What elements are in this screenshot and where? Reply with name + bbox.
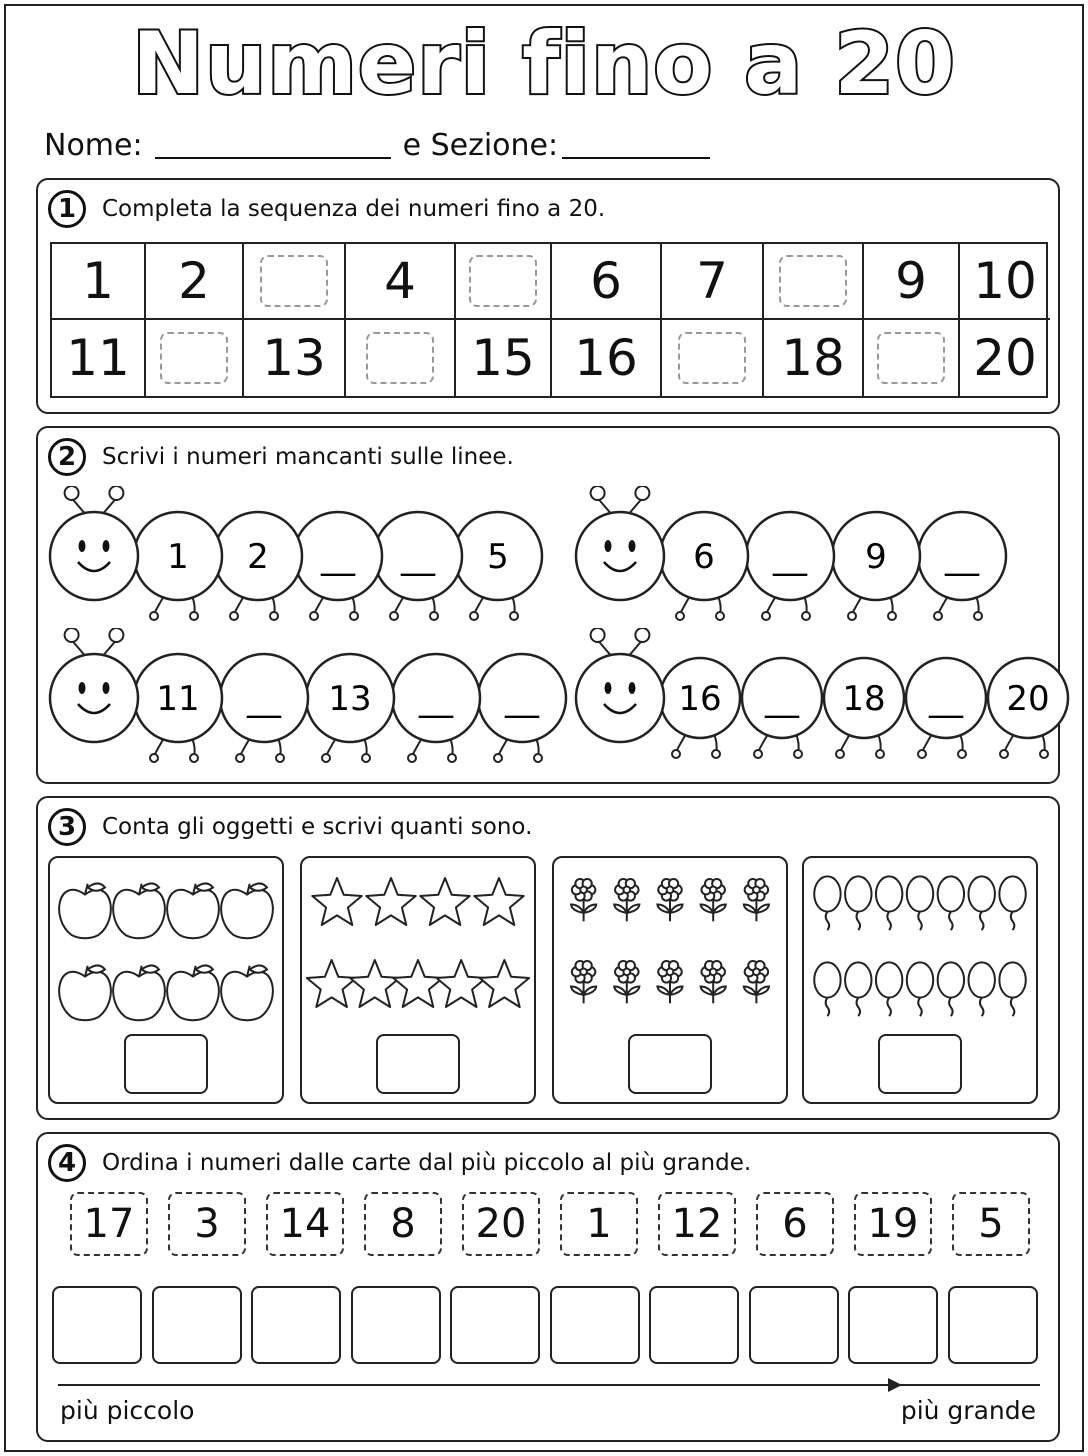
counting-box <box>48 856 284 1104</box>
caterpillar-segment <box>214 512 302 620</box>
order-answer-box[interactable] <box>948 1286 1038 1364</box>
count-answer-box[interactable] <box>376 1034 460 1094</box>
star-icon <box>312 878 361 925</box>
flower-icon <box>571 879 596 921</box>
order-answer-box[interactable] <box>251 1286 341 1364</box>
dashed-answer-box[interactable] <box>469 255 537 307</box>
apple-icon <box>113 965 165 1020</box>
name-field[interactable] <box>155 131 391 159</box>
apple-icon <box>167 883 219 938</box>
apple-icon <box>221 883 273 938</box>
exercise-number: 3 <box>48 808 86 846</box>
exercise-2 <box>36 426 1060 784</box>
flower-icon <box>744 879 769 921</box>
exercise-number: 1 <box>48 190 86 228</box>
apple-icon <box>113 883 165 938</box>
balloon-icon <box>999 876 1025 930</box>
caterpillar-segment[interactable] <box>742 658 822 758</box>
segment-number: 2 <box>247 537 269 577</box>
name-label: Nome: <box>44 128 143 163</box>
flower-icon <box>657 961 682 1003</box>
segment-number: __ <box>401 537 435 577</box>
smallest-label: più piccolo <box>60 1396 195 1425</box>
apple-icon <box>59 965 111 1020</box>
star-icon <box>393 960 442 1007</box>
star-icon <box>350 960 399 1007</box>
flower-icon <box>614 879 639 921</box>
apple-icon <box>167 965 219 1020</box>
flower-icon <box>701 879 726 921</box>
number-card: 3 <box>168 1192 246 1256</box>
number-cell: 11 <box>52 320 146 396</box>
order-answer-box[interactable] <box>152 1286 242 1364</box>
name-row <box>44 128 722 163</box>
blank-cell[interactable] <box>346 320 456 396</box>
order-arrow-tail <box>890 1384 1040 1386</box>
largest-label: più grande <box>900 1396 1036 1425</box>
caterpillar-segment <box>134 654 222 762</box>
segment-number: __ <box>929 679 963 719</box>
segment-number: __ <box>419 679 453 719</box>
caterpillar-head <box>50 486 138 600</box>
counting-box <box>802 856 1038 1104</box>
caterpillar-segment <box>824 658 904 758</box>
counting-box <box>300 856 536 1104</box>
segment-number: 11 <box>156 679 200 719</box>
balloon-icon <box>845 962 871 1016</box>
star-icon <box>420 878 469 925</box>
flower-icon <box>744 961 769 1003</box>
number-cell: 15 <box>456 320 552 396</box>
flower-icon <box>657 879 682 921</box>
section-label: e Sezione: <box>402 128 559 163</box>
caterpillar-segment[interactable] <box>220 654 308 762</box>
number-cell: 20 <box>973 329 1037 387</box>
number-sequence-grid <box>50 242 1048 398</box>
balloon-icon <box>814 962 840 1016</box>
blank-cell[interactable] <box>662 320 764 396</box>
segment-number: 1 <box>167 537 189 577</box>
flower-icon <box>571 961 596 1003</box>
star-icon <box>474 878 523 925</box>
order-answer-box[interactable] <box>749 1286 839 1364</box>
number-cell: 18 <box>764 320 864 396</box>
exercise-instruction: Conta gli oggetti e scrivi quanti sono. <box>102 814 533 840</box>
number-cell: 9 <box>864 244 960 320</box>
exercise-instruction: Completa la sequenza dei numeri fino a 20. <box>102 196 606 222</box>
caterpillar-segment <box>660 658 740 758</box>
caterpillar-segment[interactable] <box>392 654 480 762</box>
segment-number: __ <box>945 537 979 577</box>
blank-cell[interactable] <box>146 320 244 396</box>
caterpillar-head <box>576 486 664 600</box>
order-answer-box[interactable] <box>649 1286 739 1364</box>
dashed-answer-box[interactable] <box>779 255 847 307</box>
number-cell: 13 <box>244 320 346 396</box>
balloon-icon <box>876 962 902 1016</box>
number-cell: 6 <box>552 244 662 320</box>
count-answer-box[interactable] <box>878 1034 962 1094</box>
caterpillar-segment[interactable] <box>374 512 462 620</box>
dashed-answer-box[interactable] <box>366 332 434 384</box>
caterpillar-segment[interactable] <box>906 658 986 758</box>
caterpillar <box>48 486 556 636</box>
star-icon <box>307 960 356 1007</box>
segment-number: 20 <box>1006 679 1050 719</box>
number-cell: 4 <box>346 244 456 320</box>
balloon-icon <box>814 876 840 930</box>
caterpillar <box>48 628 586 778</box>
number-card: 17 <box>70 1192 148 1256</box>
order-answer-box[interactable] <box>848 1286 938 1364</box>
answer-boxes <box>52 1286 1038 1364</box>
caterpillar-segment <box>454 512 542 620</box>
number-card: 14 <box>266 1192 344 1256</box>
caterpillar-head <box>576 628 664 742</box>
number-cell: 16 <box>552 320 662 396</box>
number-cell: 2 <box>146 244 244 320</box>
exercise-number: 2 <box>48 438 86 476</box>
count-answer-box[interactable] <box>124 1034 208 1094</box>
exercise-number: 4 <box>48 1144 86 1182</box>
exercise-instruction: Scrivi i numeri mancanti sulle linee. <box>102 444 514 470</box>
dashed-answer-box[interactable] <box>678 332 746 384</box>
count-answer-box[interactable] <box>628 1034 712 1094</box>
section-field[interactable] <box>562 131 710 159</box>
balloon-icon <box>938 962 964 1016</box>
flower-icon <box>701 961 726 1003</box>
caterpillar-segment <box>832 512 920 620</box>
blank-cell[interactable] <box>764 244 864 320</box>
balloon-icon <box>938 876 964 930</box>
segment-number: 16 <box>678 679 722 719</box>
number-card: 20 <box>462 1192 540 1256</box>
number-cards <box>70 1192 1030 1256</box>
order-answer-box[interactable] <box>550 1286 640 1364</box>
flower-icon <box>614 961 639 1003</box>
caterpillar-segment[interactable] <box>918 512 1006 620</box>
exercise-3 <box>36 796 1060 1120</box>
segment-number: __ <box>765 679 799 719</box>
segment-number: __ <box>247 679 281 719</box>
apple-icon <box>221 965 273 1020</box>
segment-number: 18 <box>842 679 886 719</box>
blank-cell[interactable] <box>244 244 346 320</box>
number-cell: 7 <box>662 244 764 320</box>
exercise-4 <box>36 1132 1060 1442</box>
number-card: 19 <box>854 1192 932 1256</box>
caterpillar-segment <box>306 654 394 762</box>
number-card: 6 <box>756 1192 834 1256</box>
segment-number: 6 <box>693 537 715 577</box>
number-card: 1 <box>560 1192 638 1256</box>
apple-icon <box>59 883 111 938</box>
caterpillar-segment[interactable] <box>746 512 834 620</box>
caterpillar-segment <box>134 512 222 620</box>
balloon-icon <box>907 962 933 1016</box>
number-card: 12 <box>658 1192 736 1256</box>
caterpillar-segment <box>988 658 1068 758</box>
blank-cell[interactable] <box>864 320 960 396</box>
counting-box <box>552 856 788 1104</box>
order-answer-box[interactable] <box>450 1286 540 1364</box>
dashed-answer-box[interactable] <box>877 332 945 384</box>
caterpillar-head <box>50 628 138 742</box>
caterpillar <box>574 628 1088 778</box>
segment-number: 13 <box>328 679 372 719</box>
order-arrow <box>58 1384 898 1386</box>
exercise-1 <box>36 178 1060 414</box>
star-icon <box>366 878 415 925</box>
balloon-icon <box>969 876 995 930</box>
number-cell: 1 <box>52 244 146 320</box>
balloon-icon <box>876 876 902 930</box>
balloon-icon <box>907 876 933 930</box>
caterpillar-segment <box>660 512 748 620</box>
caterpillar-segment[interactable] <box>478 654 566 762</box>
page-title: Numeri fino a 20 <box>132 14 956 114</box>
segment-number: 9 <box>865 537 887 577</box>
order-answer-box[interactable] <box>351 1286 441 1364</box>
number-card: 5 <box>952 1192 1030 1256</box>
caterpillar <box>574 486 1026 636</box>
balloon-icon <box>969 962 995 1016</box>
number-cell: 10 <box>960 244 1050 320</box>
caterpillar-segment[interactable] <box>294 512 382 620</box>
segment-number: 5 <box>487 537 509 577</box>
number-card: 8 <box>364 1192 442 1256</box>
star-icon <box>437 960 486 1007</box>
order-answer-box[interactable] <box>52 1286 142 1364</box>
segment-number: __ <box>321 537 355 577</box>
blank-cell[interactable] <box>456 244 552 320</box>
exercise-instruction: Ordina i numeri dalle carte dal più piccolo al più grande. <box>102 1150 752 1176</box>
dashed-answer-box[interactable] <box>260 255 328 307</box>
dashed-answer-box[interactable] <box>160 332 228 384</box>
balloon-icon <box>845 876 871 930</box>
balloon-icon <box>999 962 1025 1016</box>
star-icon <box>480 960 529 1007</box>
segment-number: __ <box>773 537 807 577</box>
segment-number: __ <box>505 679 539 719</box>
